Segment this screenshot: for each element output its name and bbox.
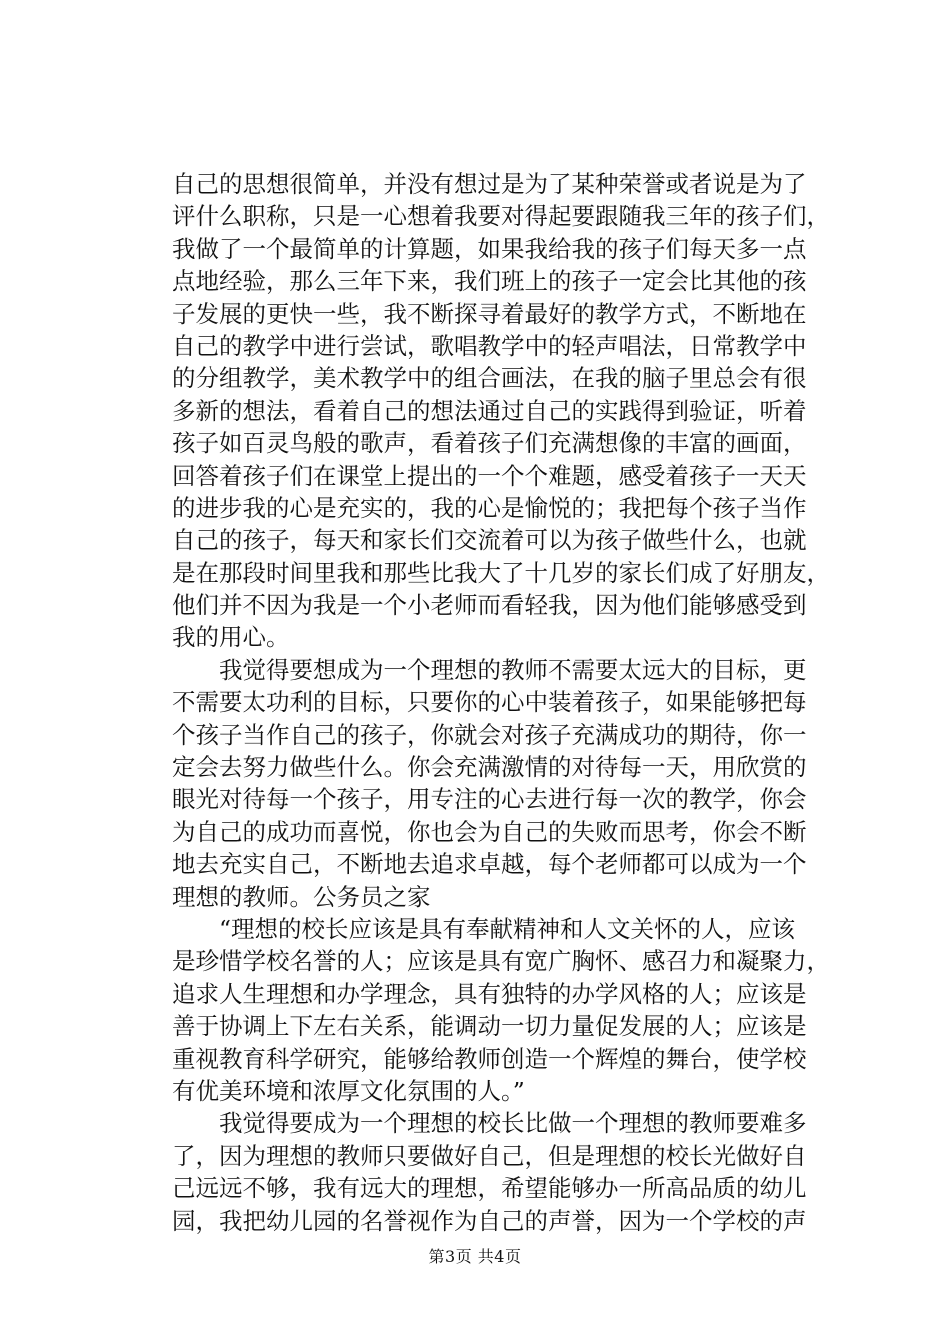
text-line: 孩子如百灵鸟般的歌声，看着孩子们充满想像的丰富的画面，	[172, 429, 807, 458]
text-line: 了，因为理想的教师只要做好自己，但是理想的校长光做好自	[172, 1141, 807, 1170]
text-line: 多新的想法，看着自己的想法通过自己的实践得到验证，听着	[172, 396, 807, 425]
text-line: 追求人生理想和办学理念，具有独特的办学风格的人；应该是	[172, 979, 807, 1008]
text-line: 为自己的成功而喜悦，你也会为自己的失败而思考，你会不断	[172, 817, 807, 846]
text-line: 善于协调上下左右关系，能调动一切力量促发展的人；应该是	[172, 1012, 807, 1041]
text-line: 自己的思想很简单，并没有想过是为了某种荣誉或者说是为了	[172, 170, 807, 198]
text-line: 有优美环境和浓厚文化氛围的人。”	[172, 1076, 525, 1105]
text-line: 理想的教师。公务员之家	[172, 882, 431, 911]
text-line: 他们并不因为我是一个小老师而看轻我，因为他们能够感受到	[172, 591, 807, 620]
text-line: 己远远不够，我有远大的理想，希望能够办一所高品质的幼儿	[172, 1174, 807, 1203]
text-line: 我觉得要成为一个理想的校长比做一个理想的教师要难多	[219, 1109, 807, 1138]
document-body	[172, 168, 830, 1237]
text-line: 的进步我的心是充实的，我的心是愉悦的；我把每个孩子当作	[172, 493, 807, 522]
text-line: 园，我把幼儿园的名誉视作为自己的声誉，因为一个学校的声	[172, 1206, 807, 1235]
text-line: 评什么职称，只是一心想着我要对得起要跟随我三年的孩子们，	[172, 202, 830, 231]
page-footer: 第3页 共4页	[428, 1247, 522, 1266]
text-line: 是在那段时间里我和那些比我大了十几岁的家长们成了好朋友，	[172, 558, 830, 587]
text-line: 我做了一个最简单的计算题，如果我给我的孩子们每天多一点	[172, 234, 807, 263]
text-line: 回答着孩子们在课堂上提出的一个个难题，感受着孩子一天天	[172, 461, 807, 490]
text-line: 自己的教学中进行尝试，歌唱教学中的轻声唱法，日常教学中	[172, 331, 807, 360]
text-line: 个孩子当作自己的孩子，你就会对孩子充满成功的期待，你一	[172, 720, 807, 749]
text-line: 不需要太功利的目标，只要你的心中装着孩子，如果能够把每	[172, 688, 807, 717]
text-line: 定会去努力做些什么。你会充满激情的对待每一天，用欣赏的	[172, 753, 807, 782]
text-line: 的分组教学，美术教学中的组合画法，在我的脑子里总会有很	[172, 364, 807, 393]
text-line: 我的用心。	[172, 623, 290, 652]
text-line: 地去充实自己，不断地去追求卓越，每个老师都可以成为一个	[172, 850, 807, 879]
text-line: 眼光对待每一个孩子，用专注的心去进行每一次的教学，你会	[172, 785, 807, 814]
text-line: 是珍惜学校名誉的人；应该是具有宽广胸怀、感召力和凝聚力，	[172, 947, 830, 976]
text-line: 自己的孩子，每天和家长们交流着可以为孩子做些什么，也就	[172, 526, 807, 555]
text-line: “理想的校长应该是具有奉献精神和人文关怀的人，应该	[219, 914, 796, 943]
text-line: 点地经验，那么三年下来，我们班上的孩子一定会比其他的孩	[172, 267, 807, 296]
text-line: 子发展的更快一些，我不断探寻着最好的教学方式，不断地在	[172, 299, 807, 328]
text-line: 重视教育科学研究，能够给教师创造一个辉煌的舞台，使学校	[172, 1044, 807, 1073]
text-line: 我觉得要想成为一个理想的教师不需要太远大的目标，更	[219, 655, 807, 684]
